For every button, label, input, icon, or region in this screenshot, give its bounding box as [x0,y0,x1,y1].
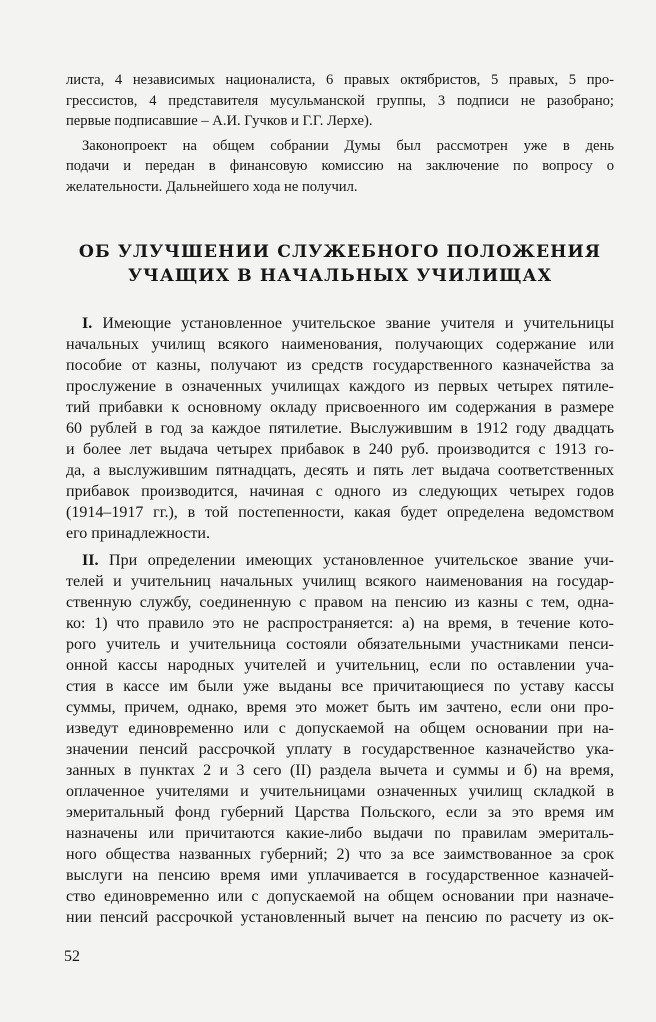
text-line: (1914–1917 гг.), в той постепенности, какая будет определена ведомством [66,504,614,521]
text-line: значении пенсий рассрочкой уплату в государственное казначейство ука- [66,741,614,758]
text-line: начальных училищ всякого наименования, получающих содержание или [66,336,614,353]
section-2 [66,550,614,928]
text-line: изведут единовременно или с допускаемой на общем основании при на- [66,720,614,737]
text-line: грессистов, 4 представителя мусульманской группы, 3 подписи не разобрано; [66,92,614,109]
heading-line: ОБ УЛУЧШЕНИИ СЛУЖЕБНОГО ПОЛОЖЕНИЯ [78,242,602,262]
text-line: да, а выслужившим пятнадцать, десять и пять лет выдача соответственных [66,462,614,479]
text-line: подачи и передан в финансовую комиссию на заключение по вопросу о [66,158,614,174]
text-line: назначены или причитаются какие-либо выдачи по правилам эмериталь- [66,825,614,842]
text-line: его принадлежности. [66,525,210,542]
text-line: и более лет выдача четырех прибавок в 240 руб. производится с 1913 го- [66,441,614,458]
text-line [66,550,614,571]
intro-text [66,70,614,197]
text-line: ственную службу, соединенную с правом на пенсию из казны с тем, одна- [66,594,614,611]
text-line: 60 рублей в год за каждое пятилетие. Выслужившим в 1912 году двадцать [66,420,614,437]
text-line: ного общества названных губерний; 2) что за все заимствованное за срок [66,846,614,863]
text-line: телей и учительниц начальных училищ всякого наименования на государ- [66,573,614,590]
text-line: оплаченное учителями и учительницами означенных училищ складкой в [66,783,614,800]
text-line: ко: 1) что правило это не распространяется: а) на время, в течение кото- [66,615,614,632]
text-line: первые подписавшие – А.И. Гучков и Г.Г. Лерхе). [66,113,373,129]
text-line: прибавок производится, начиная с одного из следующих четырех годов [66,483,614,500]
text-fragment: Имеющие установленное учительское звание учителя и учительницы [92,315,614,332]
section-heading [66,240,614,288]
text-line: эмеритальный фонд губерний Царства Польского, если за это время им [66,804,614,821]
text-line: суммы, причем, однако, время это может быть им зачтено, если они про- [66,699,614,716]
text-line: тий прибавки к основному окладу присвоенного им содержания в размере [66,399,614,416]
section-1 [66,313,614,544]
section-number: II. [82,552,99,569]
text-line: выслуги на пенсию время ими уплачивается в государственное казначей- [66,867,614,884]
text-line: прослужение в означенных училищах каждого из первых четырех пятиле- [66,378,614,395]
text-line [66,313,614,334]
text-line: стия в кассе им были уже выданы все причитающиеся по уставу кассы [66,678,614,695]
heading-line: УЧАЩИХ В НАЧАЛЬНЫХ УЧИЛИЩАХ [127,266,553,286]
text-line: рого учитель и учительница состояли обязательными участниками пенси- [66,636,614,653]
text-line: нии пенсий рассрочкой установленный вычет на пенсию по расчету из ок- [66,909,614,926]
text-line: пособие от казны, получают из средств государственного казначейства за [66,357,614,374]
text-line: желательности. Дальнейшего хода не получил. [66,178,358,195]
page-number: 52 [64,948,80,965]
text-line: онной кассы народных учителей и учительниц, если по оставлении уча- [66,657,614,674]
text-fragment: При определении имеющих установленное учительское звание учи- [98,552,614,569]
text-line: занных в пунктах 2 и 3 сего (II) раздела вычета и суммы и б) на время, [66,762,614,779]
section-number: I. [82,315,93,332]
text-line: ство единовременно или с допускаемой на общем основании при назначе- [66,888,614,905]
text-line: листа, 4 независимых националиста, 6 правых октябристов, 5 правых, 5 про- [66,72,614,88]
text-line: Законопроект на общем собрании Думы был рассмотрен уже в день [82,137,614,154]
